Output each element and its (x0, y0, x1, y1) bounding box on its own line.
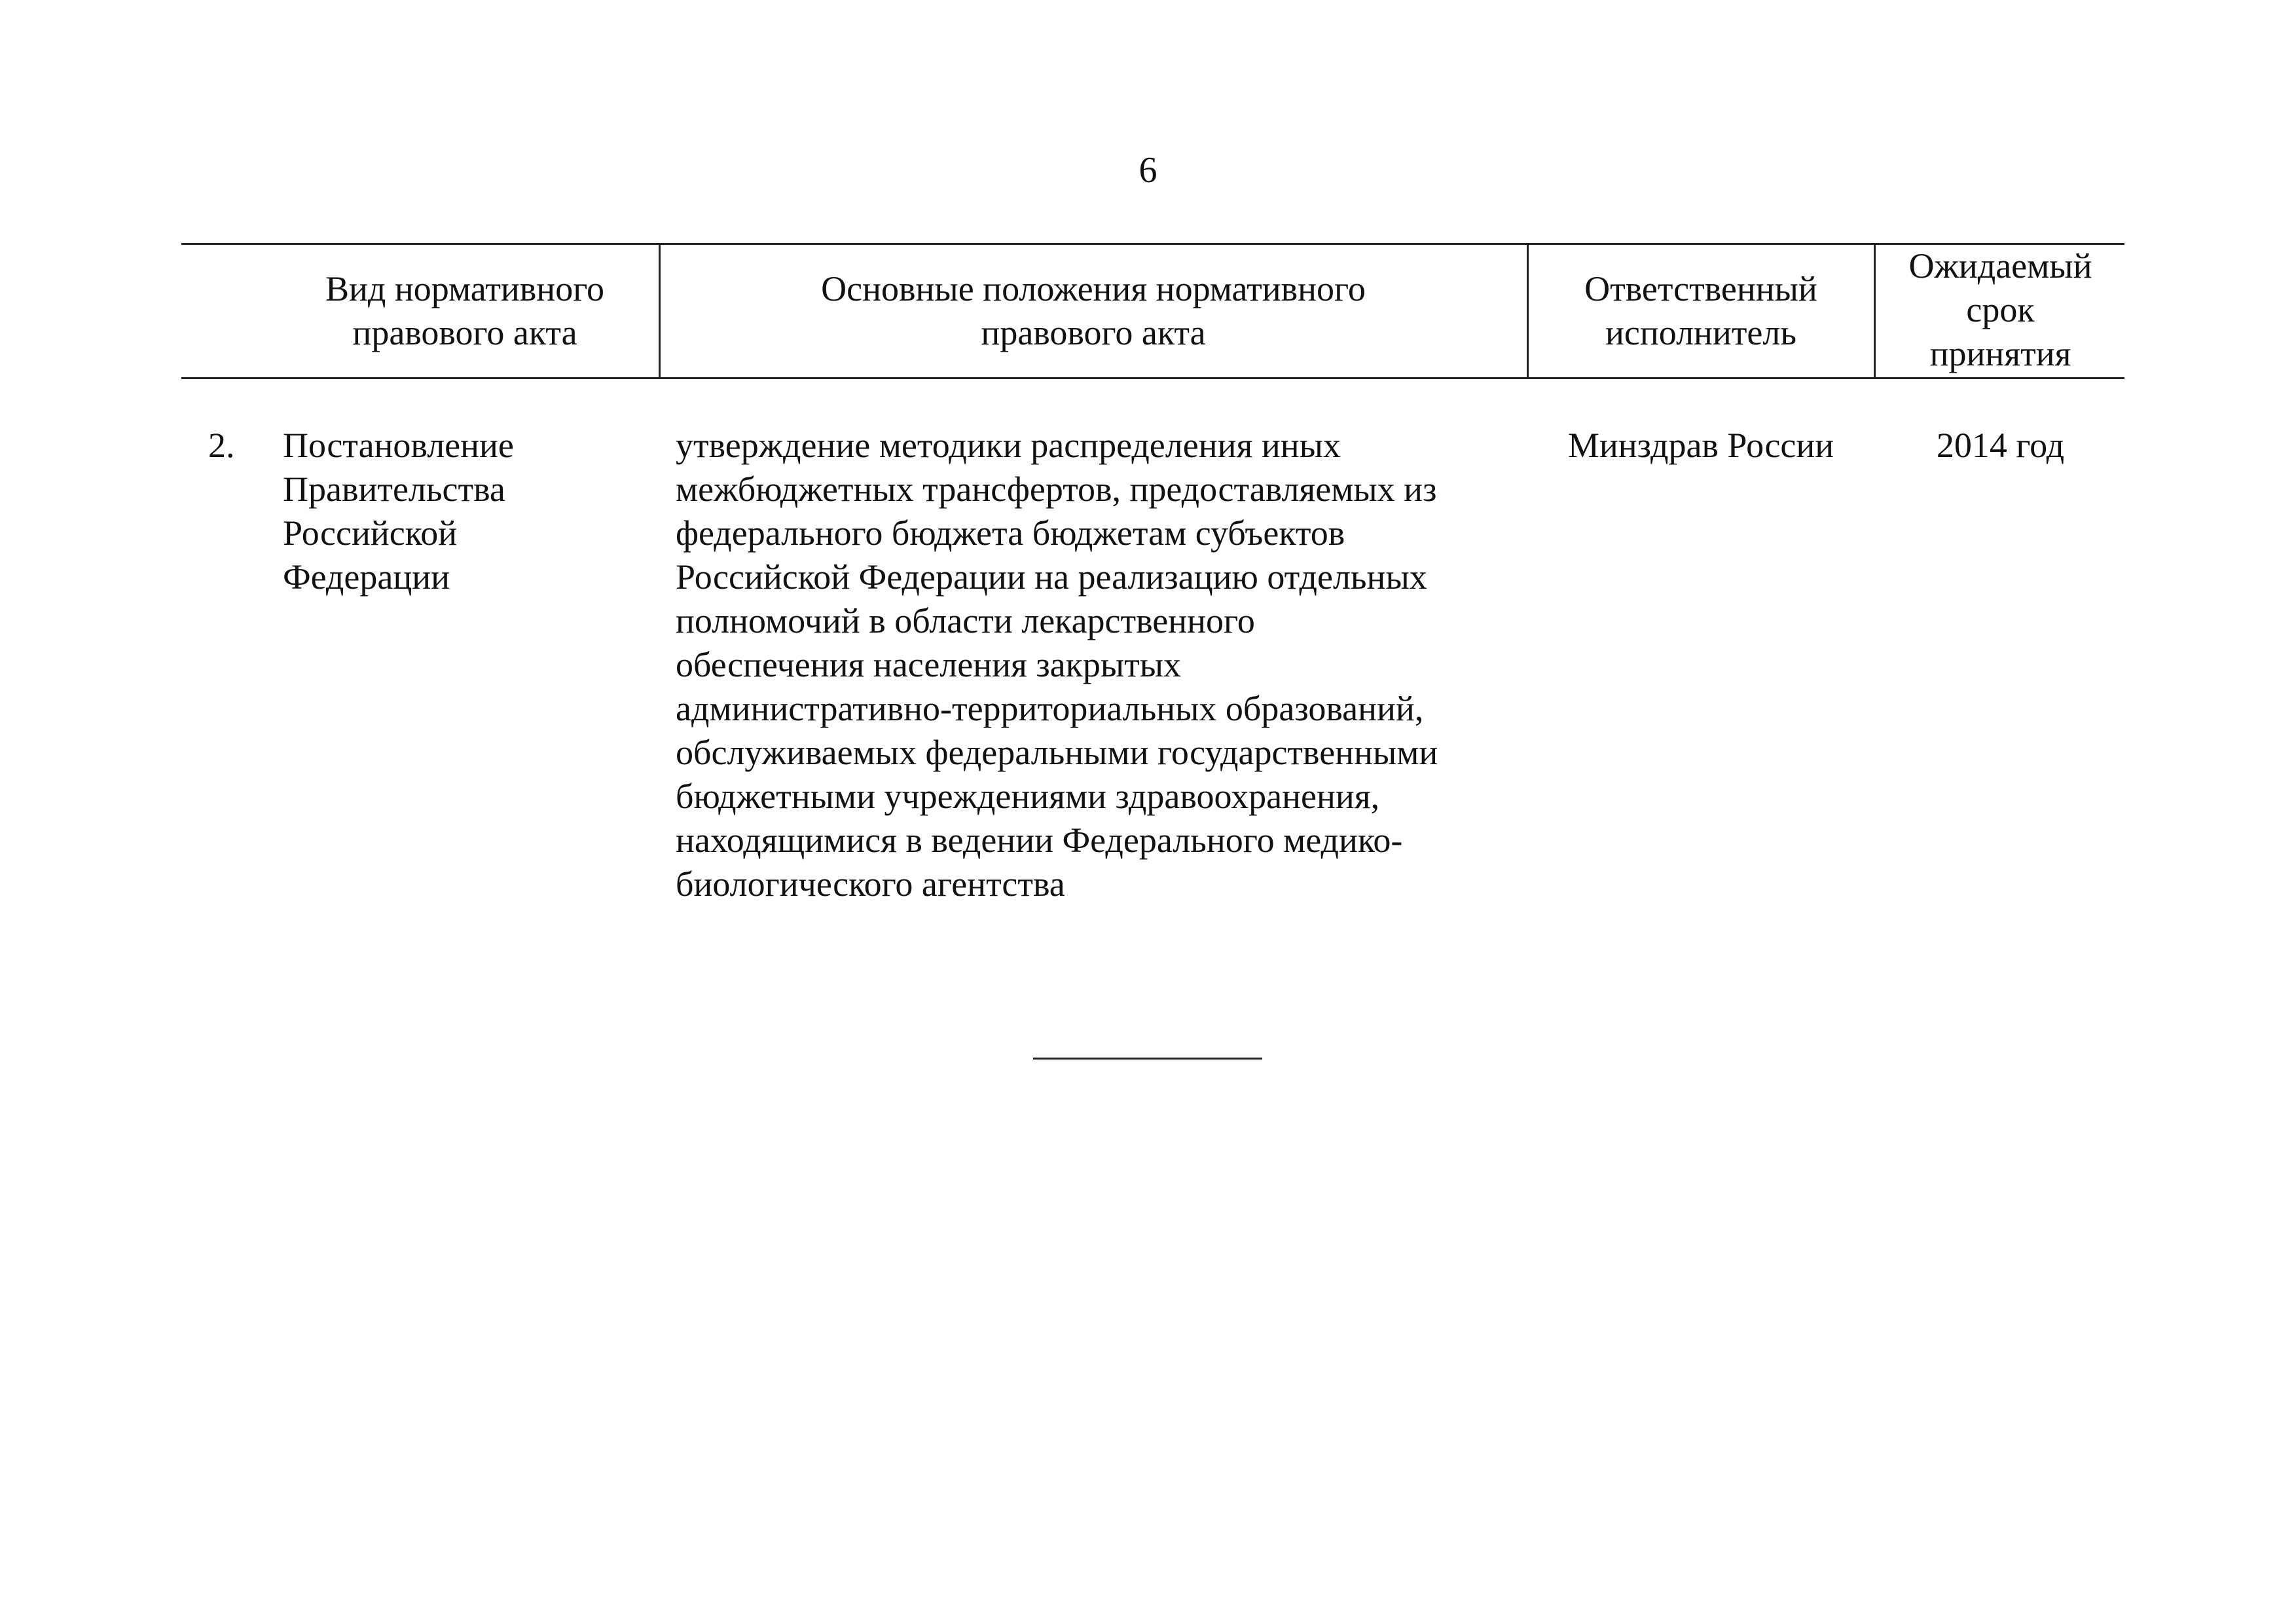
row-number: 2. (208, 426, 235, 465)
header-executor (1529, 267, 1872, 355)
end-divider (1033, 1058, 1262, 1060)
header-line: принятия (1929, 334, 2071, 373)
header-line: исполнитель (1605, 313, 1796, 352)
row-act-type (283, 424, 649, 599)
header-line: Ожидаемый (1908, 246, 2092, 286)
provisions-line: бюджетными учреждениями здравоохранения, (676, 777, 1380, 816)
header-act-type (262, 267, 668, 355)
row-executor: Минздрав России (1567, 426, 1834, 465)
act-type-line: Правительства (283, 470, 505, 509)
row-provisions (676, 424, 1527, 906)
header-line: правового акта (352, 313, 577, 352)
provisions-line: федерального бюджета бюджетам субъектов (676, 513, 1345, 553)
header-provisions (661, 267, 1525, 355)
act-type-line: Федерации (283, 557, 450, 597)
column-divider (1874, 243, 1876, 377)
provisions-line: обеспечения населения закрытых (676, 645, 1182, 684)
header-line: Вид нормативного (325, 269, 605, 308)
column-divider (1527, 243, 1529, 377)
act-type-line: Российской (283, 513, 458, 553)
provisions-line: утверждение методики распределения иных (676, 426, 1341, 465)
provisions-line: полномочий в области лекарственного (676, 601, 1255, 640)
header-line: срок (1966, 290, 2035, 329)
row-deadline: 2014 год (1936, 426, 2065, 465)
provisions-line: Российской Федерации на реализацию отдельных (676, 557, 1427, 597)
act-type-line: Постановление (283, 426, 514, 465)
header-line: правового акта (981, 313, 1206, 352)
provisions-line: административно-территориальных образований, (676, 689, 1424, 728)
header-line: Основные положения нормативного (821, 269, 1366, 308)
page-number: 6 (1139, 150, 1157, 191)
header-line: Ответственный (1584, 269, 1817, 308)
table-header-rule (181, 377, 2124, 379)
provisions-line: межбюджетных трансфертов, предоставляемых из (676, 470, 1437, 509)
provisions-line: находящимися в ведении Федерального медико- (676, 821, 1403, 860)
table-top-rule (181, 243, 2124, 245)
provisions-line: обслуживаемых федеральными государственными (676, 733, 1438, 772)
header-deadline (1876, 244, 2124, 376)
provisions-line: биологического агентства (676, 864, 1065, 904)
